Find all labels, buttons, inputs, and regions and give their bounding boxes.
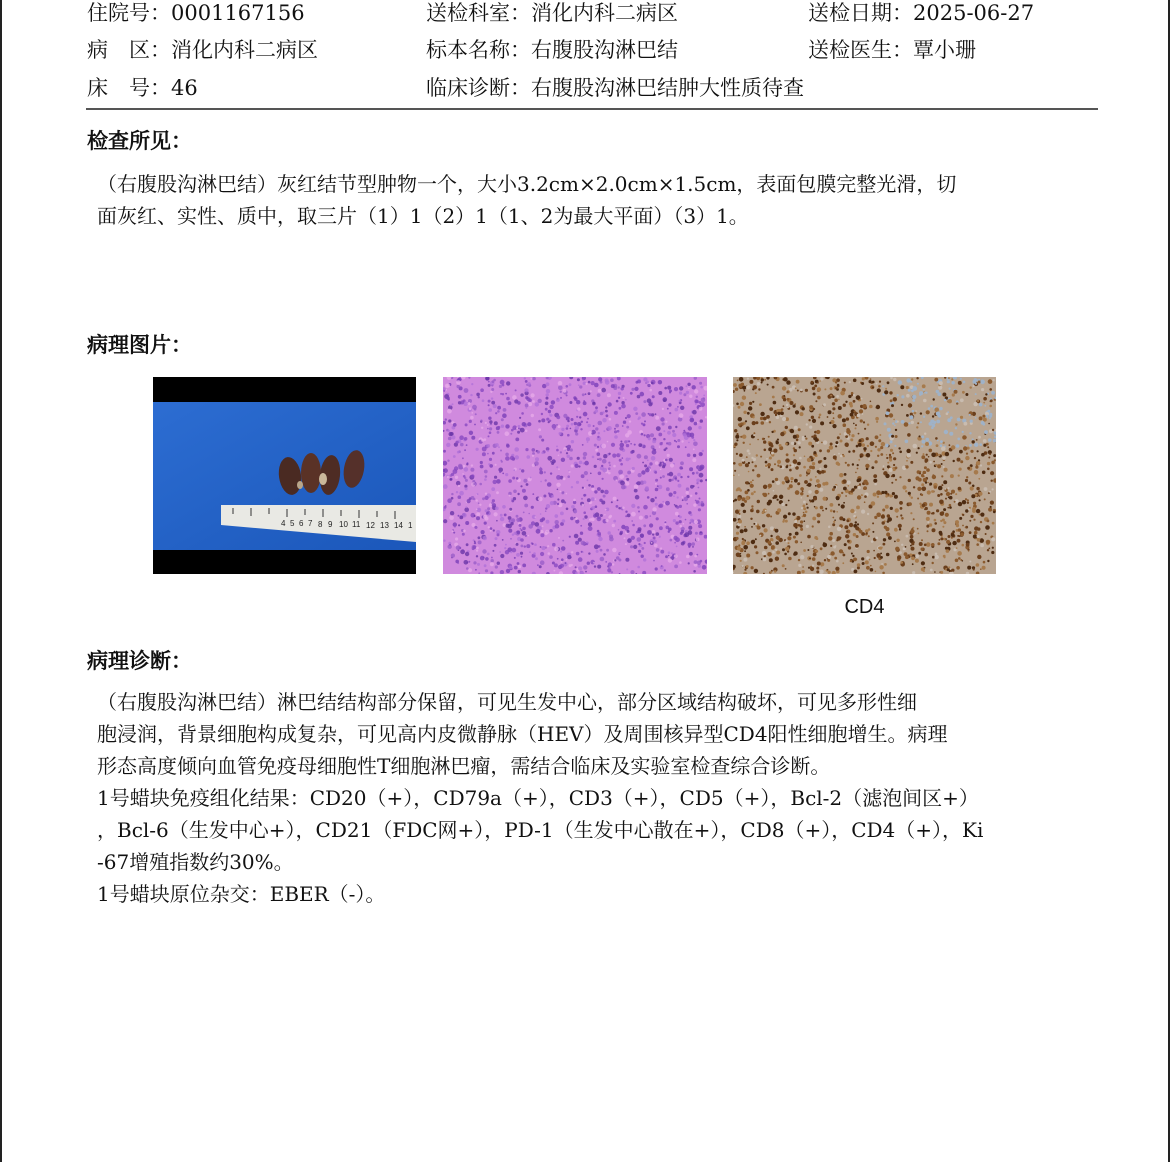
specimen-name: 标本名称：右腹股沟淋巴结 <box>426 38 678 62</box>
diagnosis-line: 胞浸润，背景细胞构成复杂，可见高内皮微静脉（HEV）及周围核异型CD4阳性细胞增生。病理 <box>97 722 948 746</box>
submitting-department: 送检科室：消化内科二病区 <box>426 1 678 25</box>
diagnosis-line: 1号蜡块免疫组化结果：CD20（+），CD79a（+），CD3（+），CD5（+），Bcl-2（滤泡间区+） <box>97 786 979 810</box>
ruler-tick: 1 <box>408 521 413 530</box>
ruler-tick: 9 <box>328 520 333 529</box>
ruler-tick: 6 <box>299 519 304 528</box>
diagnosis-line: ，Bcl-6（生发中心+），CD21（FDC网+），PD-1（生发中心散在+），CD8（+），CD4（+），Ki <box>97 818 984 842</box>
submission-date: 送检日期：2025-06-27 <box>808 1 1035 25</box>
diagnosis-line: （右腹股沟淋巴结）淋巴结结构部分保留，可见生发中心，部分区域结构破坏，可见多形性细 <box>97 690 917 714</box>
findings-line: （右腹股沟淋巴结）灰红结节型肿物一个，大小3.2cm×2.0cm×1.5cm，表面包膜完整光滑，切 <box>97 172 957 196</box>
diagnosis-title: 病理诊断： <box>87 648 192 673</box>
ruler-tick: 11 <box>352 520 361 529</box>
findings-text <box>87 168 1097 232</box>
ruler-tick: 4 <box>281 519 286 528</box>
diagnosis-line: 形态高度倾向血管免疫母细胞性T细胞淋巴瘤，需结合临床及实验室检查综合诊断。 <box>97 754 831 778</box>
header-row-3 <box>0 70 1172 106</box>
header-row-1 <box>0 0 1172 31</box>
ruler-tick: 8 <box>318 520 323 529</box>
admission-number: 住院号：0001167156 <box>87 1 305 25</box>
diagnosis-line: 1号蜡块原位杂交：EBER（-）。 <box>97 882 386 906</box>
submitting-doctor: 送检医生：覃小珊 <box>808 38 976 62</box>
ward: 病 区：消化内科二病区 <box>87 38 318 62</box>
gross-specimen-image <box>153 377 416 574</box>
header-divider <box>86 108 1098 110</box>
ruler-tick: 12 <box>366 521 375 530</box>
he-stain-micrograph <box>443 377 707 574</box>
he-stain-image <box>443 377 707 574</box>
diagnosis-line: -67增殖指数约30%。 <box>97 850 294 874</box>
ihc-cd4-image <box>733 377 996 574</box>
bed-number: 床 号：46 <box>87 76 198 100</box>
ruler-tick: 5 <box>290 519 295 528</box>
ihc-caption: CD4 <box>844 596 885 618</box>
ruler-tick: 10 <box>339 520 348 529</box>
ihc-cd4-micrograph <box>733 377 996 574</box>
diagnosis-text <box>87 686 1087 910</box>
pictures-title: 病理图片： <box>87 332 192 357</box>
findings-line: 面灰红、实性、质中，取三片（1）1（2）1（1、2为最大平面）（3）1。 <box>97 204 749 228</box>
gross-specimen-photo <box>153 377 416 574</box>
clinical-diagnosis: 临床诊断：右腹股沟淋巴结肿大性质待查 <box>426 76 804 100</box>
findings-title: 检查所见： <box>87 128 192 153</box>
ruler-tick: 7 <box>308 519 313 528</box>
header-row-2 <box>0 32 1172 68</box>
ruler-tick: 14 <box>394 521 403 530</box>
ruler-tick: 13 <box>380 521 389 530</box>
